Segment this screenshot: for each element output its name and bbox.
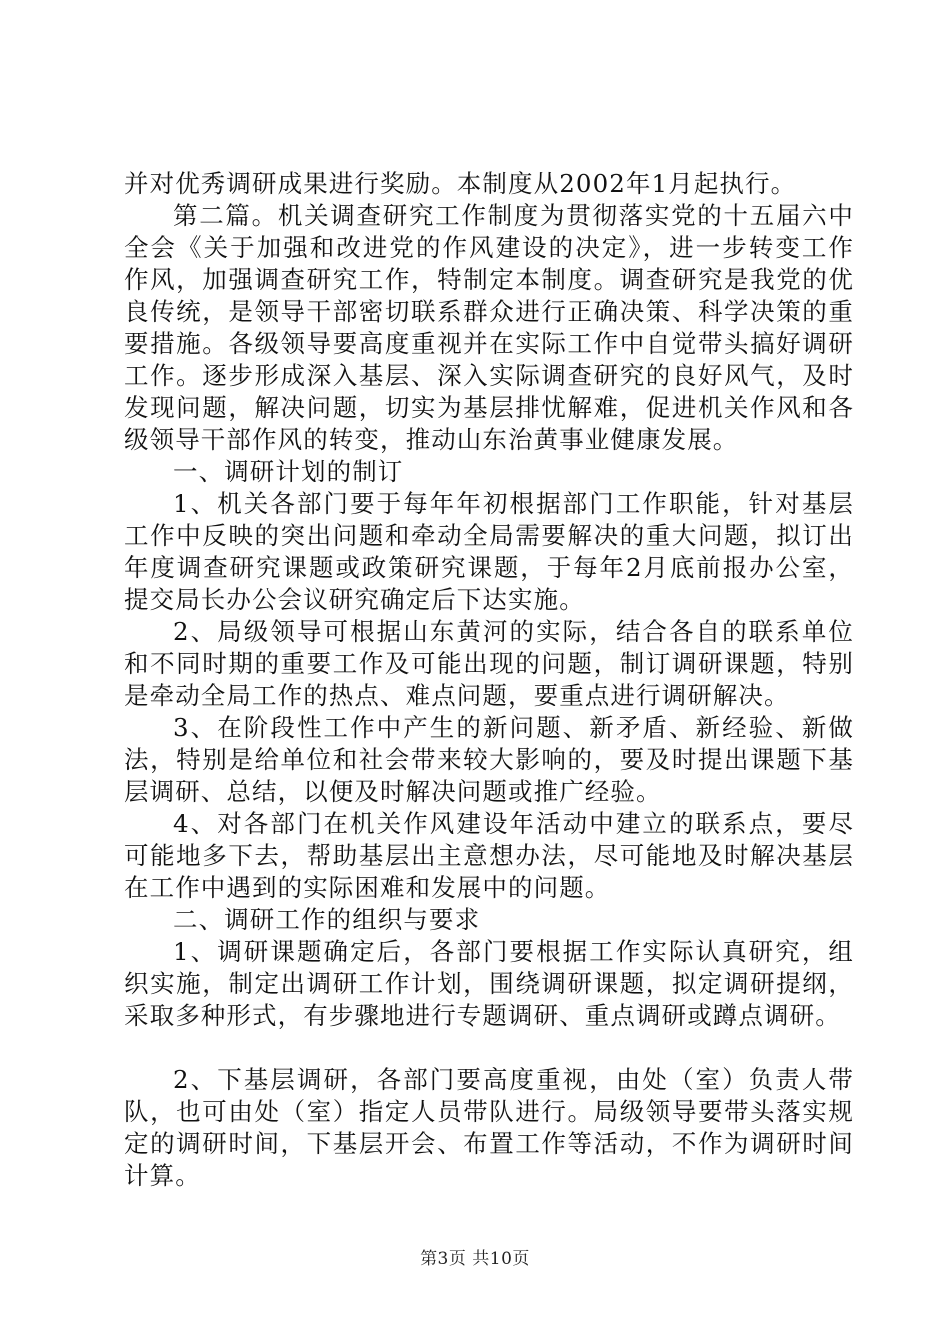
- paragraph-plan-item-4: 4、对各部门在机关作风建设年活动中建立的联系点，要尽可能地多下去，帮助基层出主意想办法，尽可能地及时解决基层在工作中遇到的实际困难和发展中的问题。: [124, 809, 854, 902]
- section-heading-organization: 二、调研工作的组织与要求: [173, 905, 481, 934]
- paragraph-plan-item-1: 1、机关各部门要于每年年初根据部门工作职能，针对基层工作中反映的突出问题和牵动全局需要解决的重大问题，拟订出年度调查研究课题或政策研究课题，于每年2月底前报办公室，提交局长办公会议研究确定后下达实施。: [124, 489, 854, 614]
- paragraph-chapter-two-intro: 第二篇。机关调查研究工作制度为贯彻落实党的十五届六中全会《关于加强和改进党的作风建设的决定》，进一步转变工作作风，加强调查研究工作，特制定本制度。调查研究是我党的优良传统，是领导干部密切联系群众进行正确决策、科学决策的重要措施。各级领导要高度重视并在实际工作中自觉带头搞好调研工作。逐步形成深入基层、深入实际调查研究的良好风气，及时发现问题，解决问题，切实为基层排忧解难，促进机关作风和各级领导干部作风的转变，推动山东治黄事业健康发展。: [124, 201, 854, 454]
- page-number-footer: 第3页 共10页: [420, 1249, 530, 1269]
- paragraph-organization-item-2: 2、下基层调研，各部门要高度重视，由处（室）负责人带队，也可由处（室）指定人员带队进行。局级领导要带头落实规定的调研时间，下基层开会、布置工作等活动，不作为调研时间计算。: [124, 1065, 854, 1190]
- paragraph-continuation: 并对优秀调研成果进行奖励。本制度从2002年1月起执行。: [124, 169, 797, 198]
- section-heading-plan: 一、调研计划的制订: [173, 457, 404, 486]
- paragraph-plan-item-2: 2、局级领导可根据山东黄河的实际，结合各自的联系单位和不同时期的重要工作及可能出现的问题，制订调研课题，特别是牵动全局工作的热点、难点问题，要重点进行调研解决。: [124, 617, 854, 710]
- document-body: [124, 168, 854, 1192]
- paragraph-plan-item-3: 3、在阶段性工作中产生的新问题、新矛盾、新经验、新做法，特别是给单位和社会带来较大影响的，要及时提出课题下基层调研、总结，以便及时解决问题或推广经验。: [124, 713, 854, 806]
- paragraph-organization-item-1: 1、调研课题确定后，各部门要根据工作实际认真研究，组织实施，制定出调研工作计划，围绕调研课题，拟定调研提纲，采取多种形式，有步骤地进行专题调研、重点调研或蹲点调研。: [124, 937, 854, 1030]
